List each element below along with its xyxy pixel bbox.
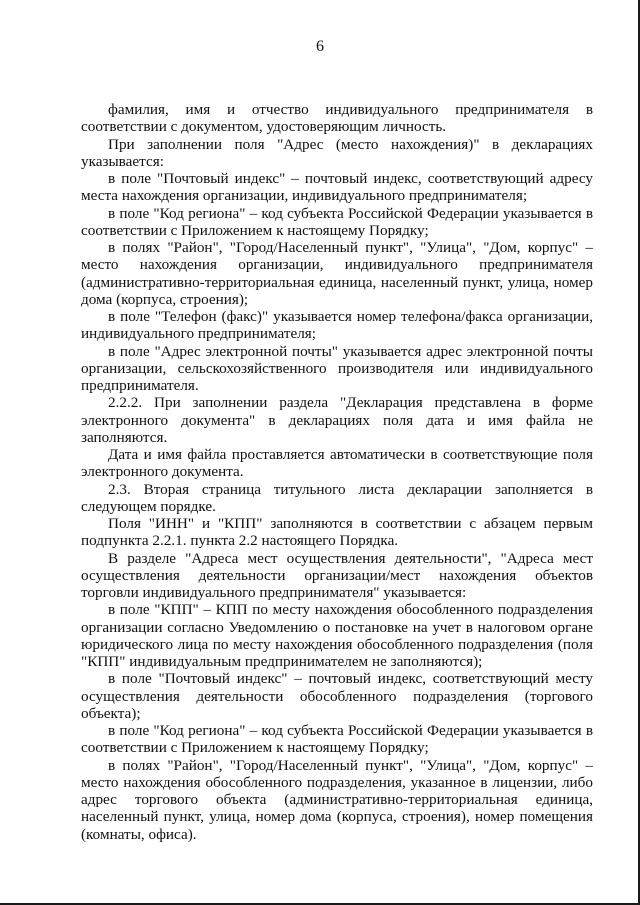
paragraph: в полях "Район", "Город/Населенный пункт", "Улица", "Дом, корпус" – место нахождения организации, индивидуального предпринимателя (административно-территориальная единица, населенный пункт, улица, номер дома (корпуса, строения); — [81, 239, 593, 308]
paragraph: 2.3. Вторая страница титульного листа декларации заполняется в следующем порядке. — [81, 480, 593, 515]
paragraph: в поле "Телефон (факс)" указывается номер телефона/факса организации, индивидуального предпринимателя; — [81, 308, 593, 343]
page-number: 6 — [316, 38, 324, 55]
paragraph: В разделе "Адреса мест осуществления деятельности", "Адреса мест осуществления деятельности организации/мест нахождения объектов торговли индивидуального предпринимателя" указывается: — [81, 549, 593, 601]
paragraph: в поле "Почтовый индекс" – почтовый индекс, соответствующий месту осуществления деятельности обособленного подразделения (торгового объекта); — [81, 670, 593, 722]
paragraph: 2.2.2. При заполнении раздела "Декларация представлена в форме электронного документа" в декларациях поля дата и имя файла не заполняются. — [81, 394, 593, 446]
paragraph: в поле "Адрес электронной почты" указывается адрес электронной почты организации, сельскохозяйственного производителя или индивидуального предпринимателя. — [81, 342, 593, 394]
paragraph: в поле "КПП" – КПП по месту нахождения обособленного подразделения организации согласно Уведомлению о постановке на учет в налоговом органе юридического лица по месту нахождения обособленного подразделения (поля "КПП" индивидуальным предпринимателем не заполняются); — [81, 601, 593, 670]
paragraph: Поля "ИНН" и "КПП" заполняются в соответствии с абзацем первым подпункта 2.2.1. пункта 2.2 настоящего Порядка. — [81, 515, 593, 550]
paragraph: При заполнении поля "Адрес (место нахождения)" в декларациях указывается: — [81, 135, 593, 170]
paragraph: в полях "Район", "Город/Населенный пункт", "Улица", "Дом, корпус" – место нахождения обособленного подразделения, указанное в лицензии, либо адрес торгового объекта (административно-территориальная единица, населенный пункт, улица, номер дома (корпуса, строения), номер помещения (комнаты, офиса). — [81, 756, 593, 843]
paragraph: в поле "Почтовый индекс" – почтовый индекс, соответствующий адресу места нахождения организации, индивидуального предпринимателя; — [81, 170, 593, 205]
paragraph: в поле "Код региона" – код субъекта Российской Федерации указывается в соответствии с Приложением к настоящему Порядку; — [81, 722, 593, 757]
paragraph: фамилия, имя и отчество индивидуального предпринимателя в соответствии с документом, удостоверяющим личность. — [81, 101, 593, 136]
document-body — [81, 101, 593, 843]
paragraph: в поле "Код региона" – код субъекта Российской Федерации указывается в соответствии с Приложением к настоящему Порядку; — [81, 204, 593, 239]
paragraph: Дата и имя файла проставляется автоматически в соответствующие поля электронного документа. — [81, 446, 593, 481]
